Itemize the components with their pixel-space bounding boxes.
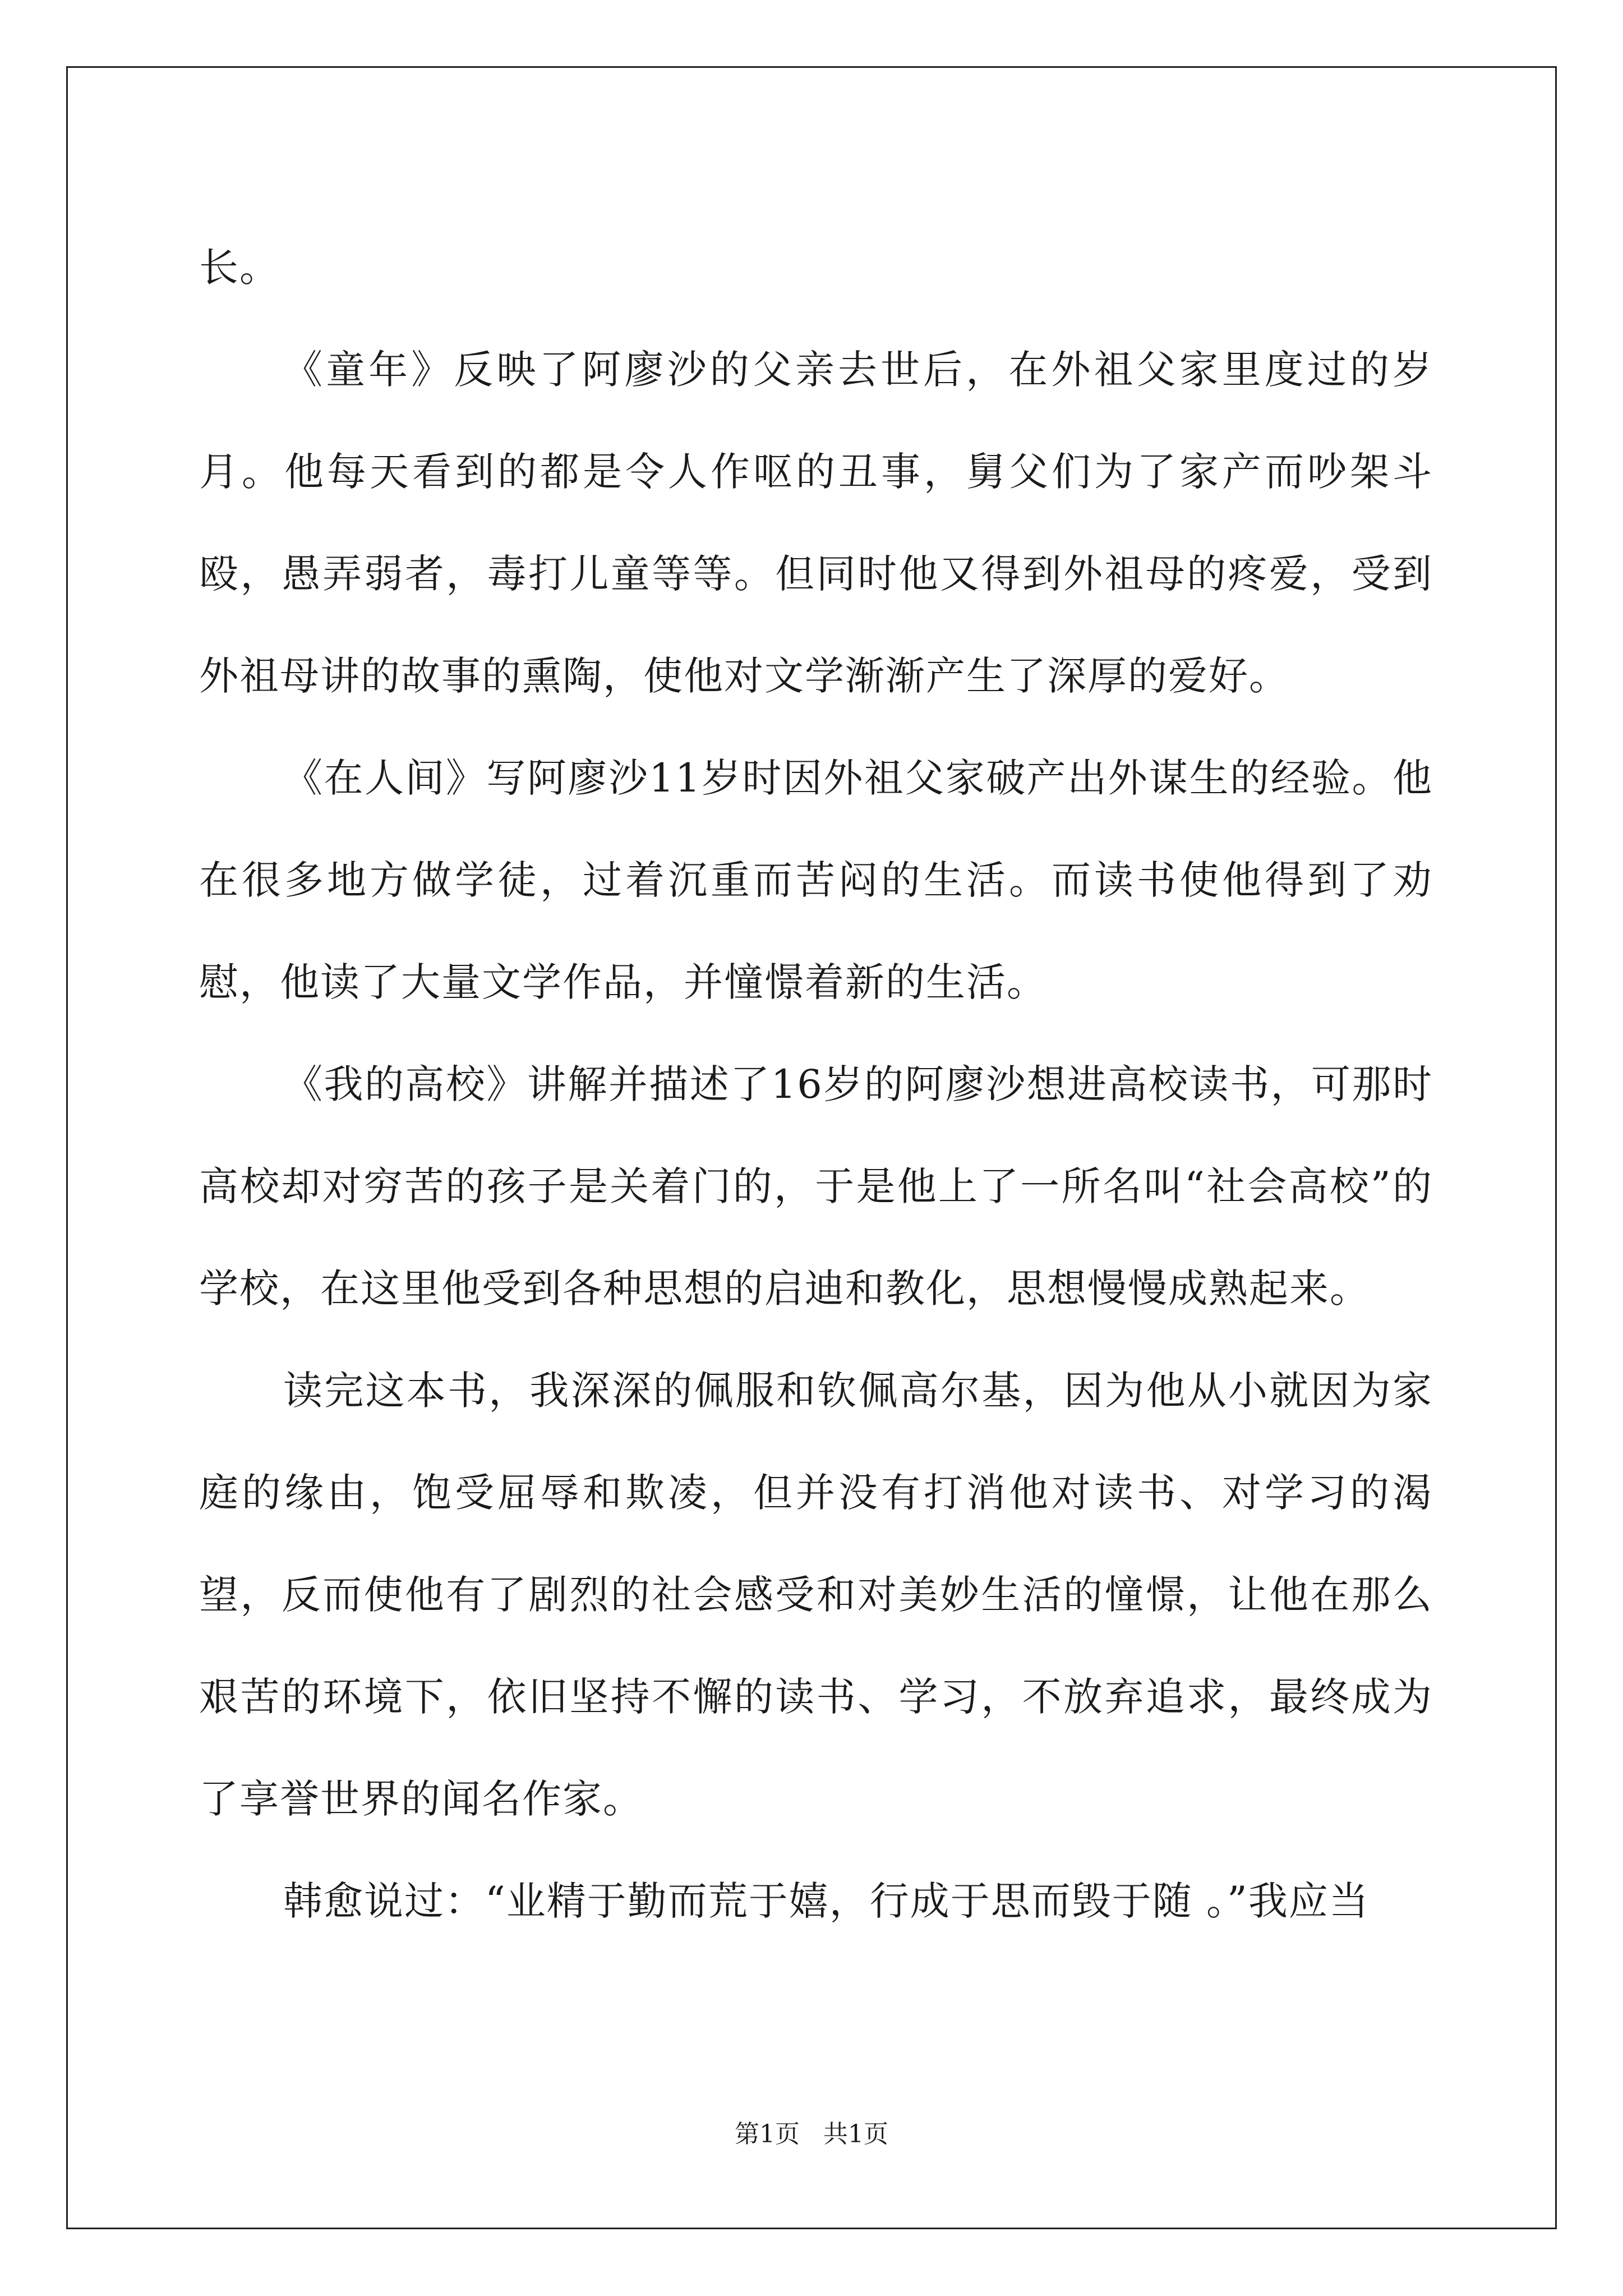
paragraph-continuation: 长。 [199, 245, 280, 291]
paragraph-childhood: 《童年》反映了阿廖沙的父亲去世后，在外祖父家里度过的岁月。他每天看到的都是令人作呕的丑事，舅父们为了家产而吵架斗殴，愚弄弱者，毒打儿童等等。但同时他又得到外祖母的疼爱，受到外祖母讲的故事的熏陶，使他对文学渐渐产生了深厚的爱好。 [199, 347, 1433, 699]
page-footer [0, 2114, 1623, 2150]
page-number: 第1页 共1页 [735, 2120, 888, 2148]
paragraph-han-yu-quote: 韩愈说过：“业精于勤而荒于嬉，行成于思而毁于随 。”我应当 [283, 1878, 1370, 1924]
paragraph-in-the-world: 《在人间》写阿廖沙11岁时因外祖父家破产出外谋生的经验。他在很多地方做学徒，过着沉重而苦闷的生活。而读书使他得到了劝慰，他读了大量文学作品，并憧憬着新的生活。 [199, 755, 1433, 1005]
paragraph-my-universities: 《我的高校》讲解并描述了16岁的阿廖沙想进高校读书，可那时高校却对穷苦的孩子是关着门的，于是他上了一所名叫“社会高校”的学校，在这里他受到各种思想的启迪和教化，思想慢慢成熟起来。 [199, 1061, 1433, 1312]
paragraph-reflection: 读完这本书，我深深的佩服和钦佩高尔基，因为他从小就因为家庭的缘由，饱受屈辱和欺凌，但并没有打消他对读书、对学习的渴望，反而使他有了剧烈的社会感受和对美妙生活的憧憬，让他在那么艰苦的环境下，依旧坚持不懈的读书、学习，不放弃追求，最终成为了享誉世界的闻名作家。 [199, 1368, 1433, 1822]
document-body [199, 217, 1433, 1952]
